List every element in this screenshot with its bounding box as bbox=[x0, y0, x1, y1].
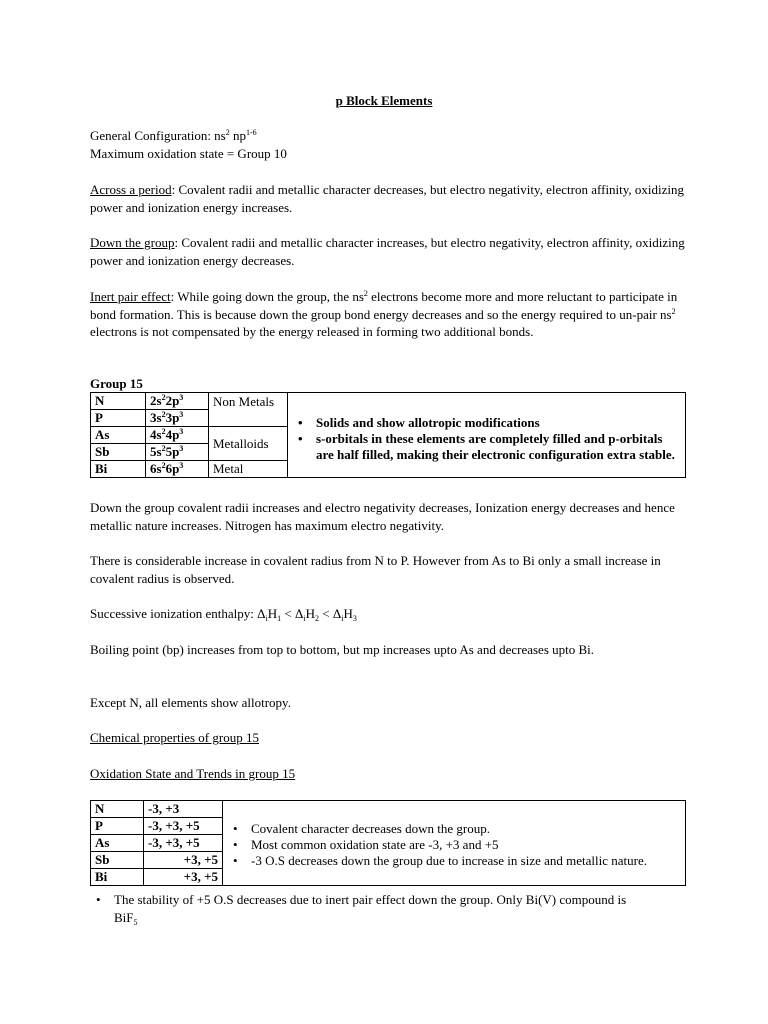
nonmetals-cell: Non Metals bbox=[209, 393, 288, 427]
table-row: As -3, +3, +5 bbox=[91, 835, 686, 852]
trends-cell bbox=[223, 801, 686, 886]
list-item: • Solids and show allotropic modifications bbox=[292, 415, 681, 431]
group15-table bbox=[90, 392, 686, 478]
table-row: N -3, +3 • Covalent character decreases down the group. • Most common oxidation state are -3, +3 and +5 • -3 O.S decreases down the group due to increase in size and metallic nature. bbox=[91, 801, 686, 818]
stability-bullet bbox=[90, 891, 650, 926]
list-item: • Most common oxidation state are -3, +3 and +5 bbox=[227, 837, 681, 853]
table-row: N $2s^22p^3$ Non Metals • Solids and show allotropic modifications • s-orbitals in these elements are completely filled and p-orbitals are half filled, making their electronic configuration extra stable. bbox=[91, 393, 686, 410]
group15-heading: Group 15 bbox=[90, 376, 143, 391]
table-row: As $4s^24p^3$ Metalloids bbox=[91, 427, 686, 444]
properties-cell bbox=[288, 393, 686, 478]
chemical-properties-heading: Chemical properties of group 15 bbox=[90, 730, 259, 745]
table-row: Sb +3, +5 bbox=[91, 852, 686, 869]
general-configuration: General Configuration: $ns^2$ $np^{1-6}$ Maximum oxidation state = Group 10 bbox=[90, 128, 287, 161]
paragraph-allotropy: Except N, all elements show allotropy. bbox=[90, 695, 291, 710]
list-item: • -3 O.S decreases down the group due to increase in size and metallic nature. bbox=[227, 853, 681, 869]
metalloids-cell: Metalloids bbox=[209, 427, 288, 461]
across-heading: Across a period bbox=[90, 182, 172, 197]
metal-cell: Metal bbox=[209, 461, 288, 478]
list-item: • Covalent character decreases down the group. bbox=[227, 821, 681, 837]
page-title: p Block Elements bbox=[335, 93, 433, 108]
table-row: Bi $6s^26p^3$ Metal bbox=[91, 461, 686, 478]
table-row: P $3s^23p^3$ bbox=[91, 410, 686, 427]
max-oxidation-state: Maximum oxidation state = Group 10 bbox=[90, 145, 287, 161]
down-group-paragraph: Down the group: Covalent radii and metallic character increases, but electro negativity, electron affinity, oxidizing power and ionization energy decreases. bbox=[90, 235, 685, 268]
paragraph-trends: Down the group covalent radii increases and electro negativity decreases, Ionization energy decreases and hence metallic nature increases. Nitrogen has maximum electro negativity. bbox=[90, 500, 675, 533]
table-row: Sb $5s^25p^3$ bbox=[91, 444, 686, 461]
table-row: Bi +3, +5 bbox=[91, 869, 686, 886]
list-item: • s-orbitals in these elements are completely filled and p-orbitals are half filled, making their electronic configuration extra stable. bbox=[292, 431, 681, 463]
paragraph-covalent-radius: There is considerable increase in covalent radius from N to P. However from As to Bi only a small increase in covalent radius is observed. bbox=[90, 553, 661, 586]
oxidation-state-heading: Oxidation State and Trends in group 15 bbox=[90, 766, 296, 781]
inert-pair-paragraph: Inert pair effect: While going down the group, the $ns^2$ electrons become more and more reluctant to participate in bond formation. This is because down the group bond energy decreases and so the energy required to un-pair $ns^2$ electrons is not compensated by the energy released in forming two additional bonds. bbox=[90, 289, 678, 339]
list-item: • The stability of +5 O.S decreases due to inert pair effect down the group. Only Bi(V) compound is BiF$_5$ bbox=[90, 891, 650, 926]
paragraph-boiling-point: Boiling point (bp) increases from top to bottom, but mp increases upto As and decreases upto Bi. bbox=[90, 642, 595, 657]
across-period-paragraph: Across a period: Covalent radii and metallic character decreases, but electro negativity, electron affinity, oxidizing power and ionization energy increases. bbox=[90, 182, 685, 215]
oxidation-table bbox=[90, 800, 686, 886]
ionization-enthalpy-line: Successive ionization enthalpy: $\Delta_iH_1 < \Delta_iH_2 < \Delta_iH_3$ bbox=[90, 606, 357, 623]
table-row: P -3, +3, +5 bbox=[91, 818, 686, 835]
down-heading: Down the group bbox=[90, 235, 175, 250]
inert-heading: Inert pair effect bbox=[90, 289, 171, 304]
